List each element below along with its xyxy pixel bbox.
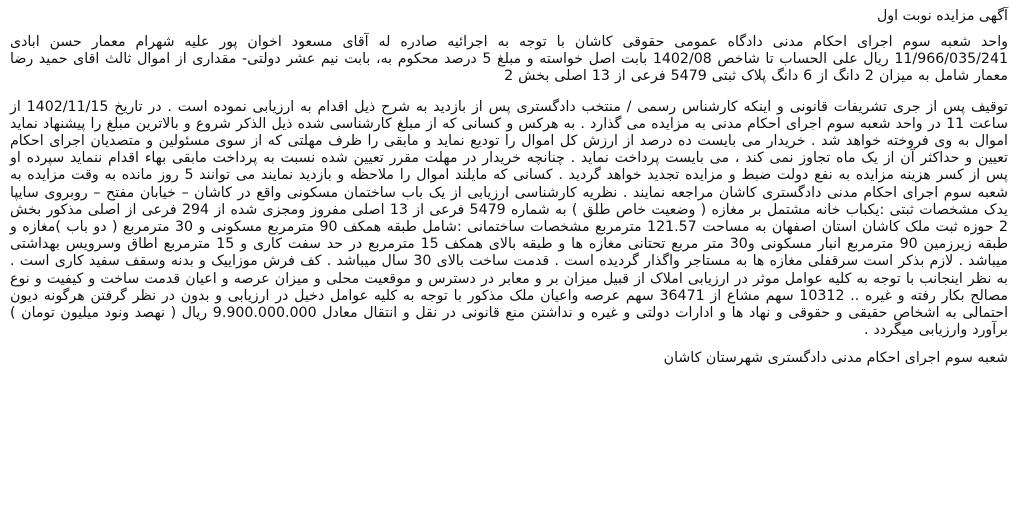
notice-paragraph-intro: واحد شعبه سوم اجرای احکام مدنی دادگاه عمومی حقوقی کاشان با توجه به اجرائیه صادره له آقای مسعود اخوان پور علیه شهرام معمار حسن ابادی 11/966/035/241 ریال علی الحساب تا شاخص 1402/08 بابت اصل خواسته و مبلغ 5 درصد محکوم به، بابت نیم عشر دولتی- مقداری از اموال ثالث اقای حمید رضا معمار شامل به میزان 2 دانگ از 6 دانگ پلاک ثبتی 5479 فرعی از 13 اصلی بخش 2	[10, 34, 1008, 85]
notice-title: آگهی مزایده نوبت اول	[876, 8, 1008, 24]
notice-paragraph-body: توقیف پس از جری تشریفات قانونی و اینکه کارشناس رسمی / منتخب دادگستری پس از بازدید به شرح ذیل اقدام به ارزیابی نموده است . در تاریخ 1402/11/15 از ساعت 11 در واحد شعبه سوم اجرای احکام مدنی به مزایده می گذارد . به هرکس و کسانی که از مبلغ کارشناسی شده ذیل الذکر شروع و بالاترین مبلغ را پیشنهاد نماید اموال به وی فروخته خواهد شد . خریدار می بایست ده درصد از ارزش کل اموال را تودیع نماید و مابقی را ظرف مهلتی که از سوی مسئولین و متصدیان اجرای احکام تعیین و حداکثر آن از یک ماه تجاوز نمی کند ، می بایست پرداخت نماید . چنانچه خریدار در مهلت مقرر تعیین شده نسبت به پرداخت مابقی بهاء اقدام ننماید سپرده او پس از کسر هزینه مزایده به نفع دولت ضبط و مزایده تجدید خواهد گردید . کسانی که مایلند اموال را ملاحظه و بازدید نمایند می توانند 5 روز مانده به وقت مزایده به شعبه سوم اجرای احکام مدنی دادگستری کاشان مراجعه نمایند . نظریه کارشناسی ارزیابی از یک باب ساختمان مسکونی واقع در کاشان – خیابان مفتح – روبروی سایپا یدک مشخصات ثبتی :یکباب خانه مشتمل بر مغازه ( وضعیت خاص طلق ) به شماره 5479 فرعی از 13 اصلی مفروز ومجزی شده از 294 فرعی از اصلی مذکور بخش 2 حوزه ثبت ملک کاشان استان اصفهان به مساحت 121.57 مترمربع مشخصات ساختمانی :شامل طبقه همکف 90 مترمربع مسکونی و 30 مترمربع ( دو باب )مغازه و طبقه زیرزمین 90 مترمربع انبار مسکونی و30 متر مربع تحتانی مغازه ها و طبقه بالای همکف 15 مترمربع در حد سفت کاری و 15 مترمربع اطاق وسرویس بهداشتی میباشد . لازم بذکر است سرقفلی مغازه ها به مستاجر واگذار گردیده است . قدمت ساخت بالای 30 سال میباشد . کف فرش موزاییک و بدنه وسقف سفید کاری است . به نظر اینجانب با توجه به کلیه عوامل موثر در ارزیابی املاک از قبیل میزان بر و معابر در دسترس و موقعیت محلی و میزان عرصه و اعیان قدمت ساخت و کیفیت و نوع مصالح بکار رفته و غیره .. 10312 سهم مشاع از 36471 سهم عرصه واعیان ملک مذکور با توجه به کلیه عوامل دخیل در ارزیابی و بدون در نظر گرفتن هرگونه دیون احتمالی به اشخاص حقیقی و حقوقی و نهاد ها و ادارات دولتی و غیره و نداشتن منع قانونی در نقل و انتقال معادل 9.900.000.000 ریال ( نهصد ونود میلیون تومان ) برآورد وارزیابی میگردد .	[10, 98, 1009, 339]
notice-signature: شعبه سوم اجرای احکام مدنی دادگستری شهرستان کاشان	[663, 350, 1008, 367]
